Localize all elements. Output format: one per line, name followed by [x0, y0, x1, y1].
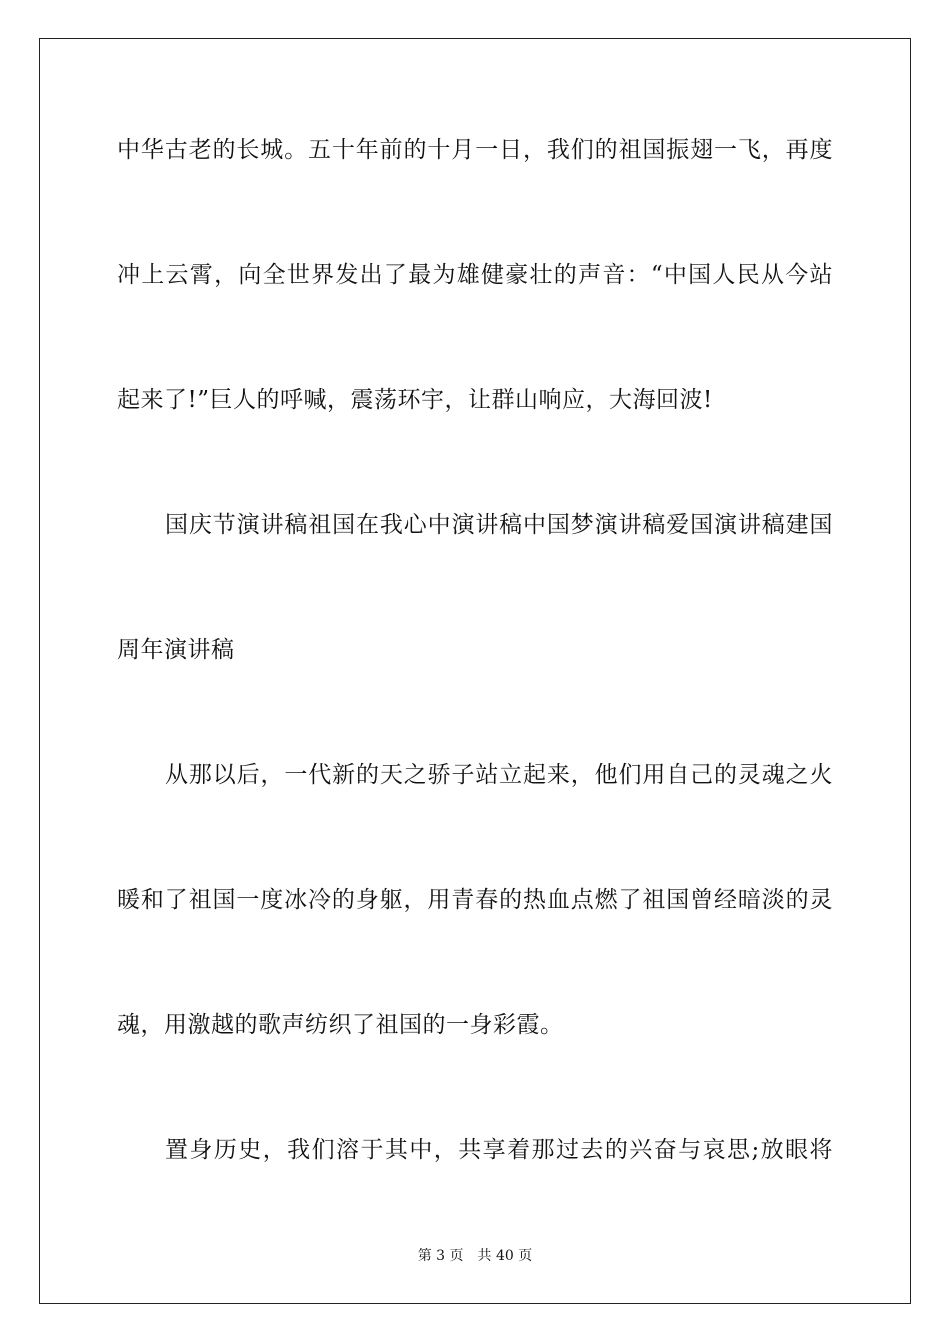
page-border — [39, 38, 911, 1304]
text-line-1: 中华古老的长城。五十年前的十月一日，我们的祖国振翅一飞，再度 — [117, 137, 833, 163]
page-footer — [0, 1247, 950, 1265]
text-line-4: 国庆节演讲稿祖国在我心中演讲稿中国梦演讲稿爱国演讲稿建国 — [165, 512, 833, 538]
text-line-6: 从那以后，一代新的天之骄子站立起来，他们用自己的灵魂之火 — [165, 762, 833, 788]
text-line-3: 起来了!”巨人的呼喊，震荡环宇，让群山响应，大海回波! — [117, 387, 713, 413]
text-line-9: 置身历史，我们溶于其中，共享着那过去的兴奋与哀思;放眼将 — [165, 1137, 833, 1163]
text-line-7: 暖和了祖国一度冰冷的身躯，用青春的热血点燃了祖国曾经暗淡的灵 — [117, 887, 833, 913]
text-line-2: 冲上云霄，向全世界发出了最为雄健豪壮的声音：“中国人民从今站 — [117, 262, 833, 288]
text-line-5: 周年演讲稿 — [117, 637, 235, 663]
page-total: 共 40 页 — [477, 1248, 533, 1264]
page-number: 第 3 页 — [417, 1248, 464, 1264]
text-line-8: 魂，用激越的歌声纺织了祖国的一身彩霞。 — [117, 1012, 564, 1038]
